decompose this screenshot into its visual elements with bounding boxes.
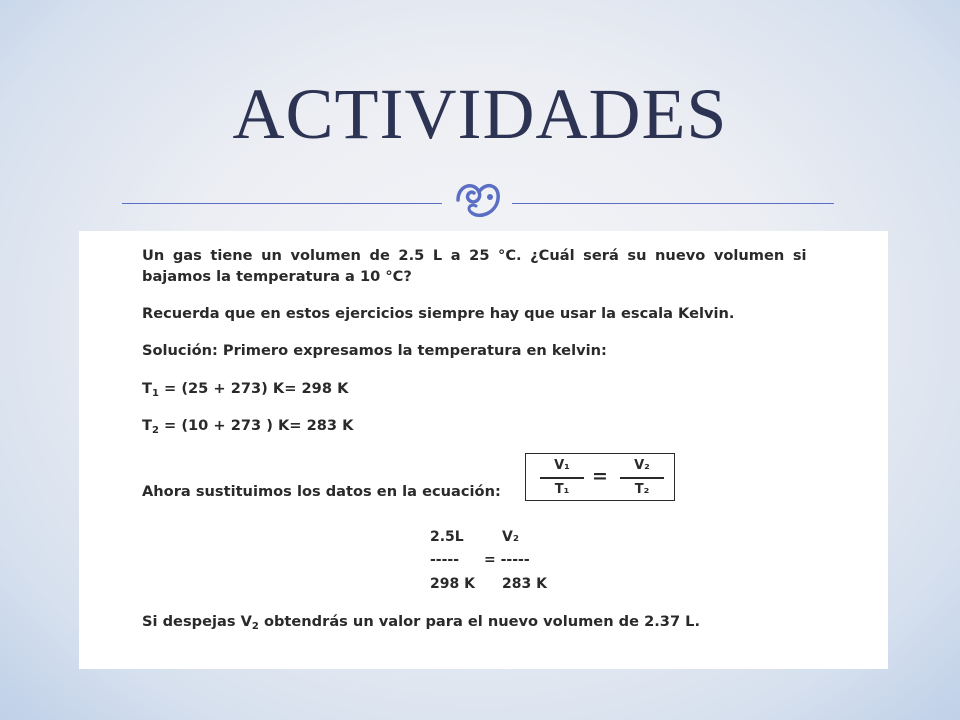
calc-mid-right: = ----- bbox=[484, 552, 530, 568]
calc-top-left: 2.5L bbox=[430, 529, 464, 545]
solution-intro: Solución: Primero expresamos la temperatura en kelvin: bbox=[142, 342, 607, 359]
problem-line-2: bajamos la temperatura a 10 °C? bbox=[142, 268, 412, 285]
charles-law-equation bbox=[525, 453, 675, 501]
fraction-right: V₂ T₂ bbox=[620, 457, 664, 499]
equals-sign: = bbox=[592, 465, 608, 487]
calc-top-right: V₂ bbox=[502, 529, 519, 545]
t1-conversion: $T_1 = (25 + 273)$ K= 298 K bbox=[142, 380, 349, 399]
calc-bot-right: 283 K bbox=[502, 576, 547, 592]
title-divider-left bbox=[122, 203, 442, 204]
conclusion: Si despejas $V_2$ obtendrás un valor para el nuevo volumen de 2.37 L. bbox=[142, 613, 701, 632]
exercise-image bbox=[79, 231, 888, 669]
t2-conversion: $T_2 = (10 + 273$ ) K= 283 K bbox=[142, 417, 354, 436]
kelvin-reminder: Recuerda que en estos ejercicios siempre hay que usar la escala Kelvin. bbox=[142, 305, 735, 322]
substitute-text: Ahora sustituimos los datos en la ecuación: bbox=[142, 483, 501, 500]
problem-line-1: Un gas tiene un volumen de 2.5 L a 25 °C. ¿Cuál será su nuevo volumen si bbox=[142, 247, 807, 264]
fleuron-icon bbox=[452, 175, 504, 225]
calc-bot-left: 298 K bbox=[430, 576, 475, 592]
fraction-left: V₁ T₁ bbox=[540, 457, 584, 499]
slide-title: ACTIVIDADES bbox=[232, 74, 728, 154]
title-divider-right bbox=[512, 203, 834, 204]
calc-mid-left: ----- bbox=[430, 552, 460, 568]
